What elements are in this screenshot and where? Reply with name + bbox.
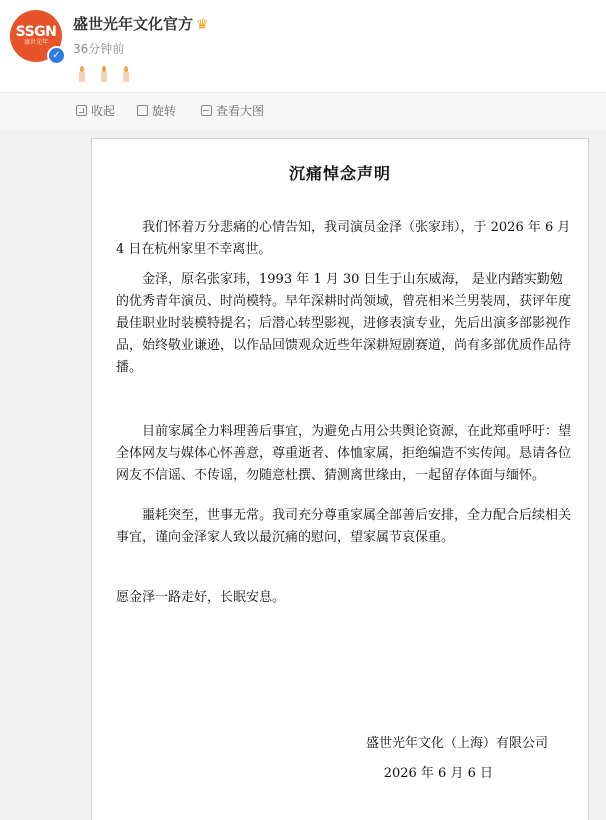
- account-name[interactable]: [73, 13, 209, 34]
- statement-title: 沉痛悼念声明: [288, 164, 391, 183]
- statement-paragraph-3: 目前家属全力料理善后事宜，为避免占用公共舆论资源，在此郑重呼吁：望全体网友与媒体心怀善意，尊重逝者、体恤家属，拒绝编造不实传闻。恳请各位网友不信谣、不传谣，勿随意杜撰、猜测离世缘由，一起留存体面与缅怀。: [116, 424, 572, 483]
- collapse-button[interactable]: [76, 102, 115, 119]
- image-icon: [201, 105, 212, 116]
- collapse-icon: [76, 105, 87, 116]
- crown-icon: ♛: [196, 17, 209, 33]
- statement-closing: 愿金泽一路走好，长眠安息。: [116, 590, 286, 605]
- candle-emoji-row: [76, 66, 132, 82]
- post-header: [0, 0, 606, 90]
- collapse-label: 收起: [91, 104, 116, 118]
- candle-icon: [98, 66, 110, 82]
- avatar-logo: SSGN: [15, 24, 57, 40]
- view-large-button[interactable]: [201, 102, 264, 119]
- verified-icon: ✓: [47, 46, 66, 65]
- signature-company: 盛世光年文化（上海）有限公司: [365, 736, 548, 751]
- candle-icon: [76, 66, 88, 82]
- rotate-icon: [137, 105, 148, 116]
- statement-paragraph-4: 噩耗突至，世事无常。我司充分尊重家属全部善后安排，全力配合后续相关事宜，谨向金泽家人致以最沉痛的慰问，望家属节哀保重。: [116, 508, 572, 545]
- account-name-text[interactable]: 盛世光年文化官方: [73, 15, 194, 33]
- rotate-button[interactable]: [137, 102, 176, 119]
- statement-paragraph-2: 金泽，原名张家玮，1993 年 1 月 30 日生于山东威海， 是业内踏实勤勉的优秀青年演员、时尚模特。早年深耕时尚领域，曾亮相米兰男装周，获评年度最佳职业时装模特提名；后潜心转型影视，进修表演专业，先后出演多部影视作品，始终敬业谦逊，以作品回馈观众近些年深耕短剧赛道，尚有多部优质作品待播。: [116, 272, 572, 375]
- signature-date: 2026 年 6 月 6 日: [383, 766, 493, 781]
- rotate-label: 旋转: [152, 104, 177, 118]
- candle-icon: [120, 66, 132, 82]
- post-time[interactable]: 36分钟前: [73, 42, 125, 56]
- statement-paragraph-1: 我们怀着万分悲痛的心情告知，我司演员金泽（张家玮），于 2026 年 6 月 4 日在杭州家里不幸离世。: [116, 220, 571, 257]
- statement-image[interactable]: [91, 138, 589, 820]
- image-action-bar: [0, 92, 606, 129]
- view-large-label: 查看大图: [216, 104, 265, 118]
- avatar-logo-subtext: 盛世光年: [23, 39, 48, 46]
